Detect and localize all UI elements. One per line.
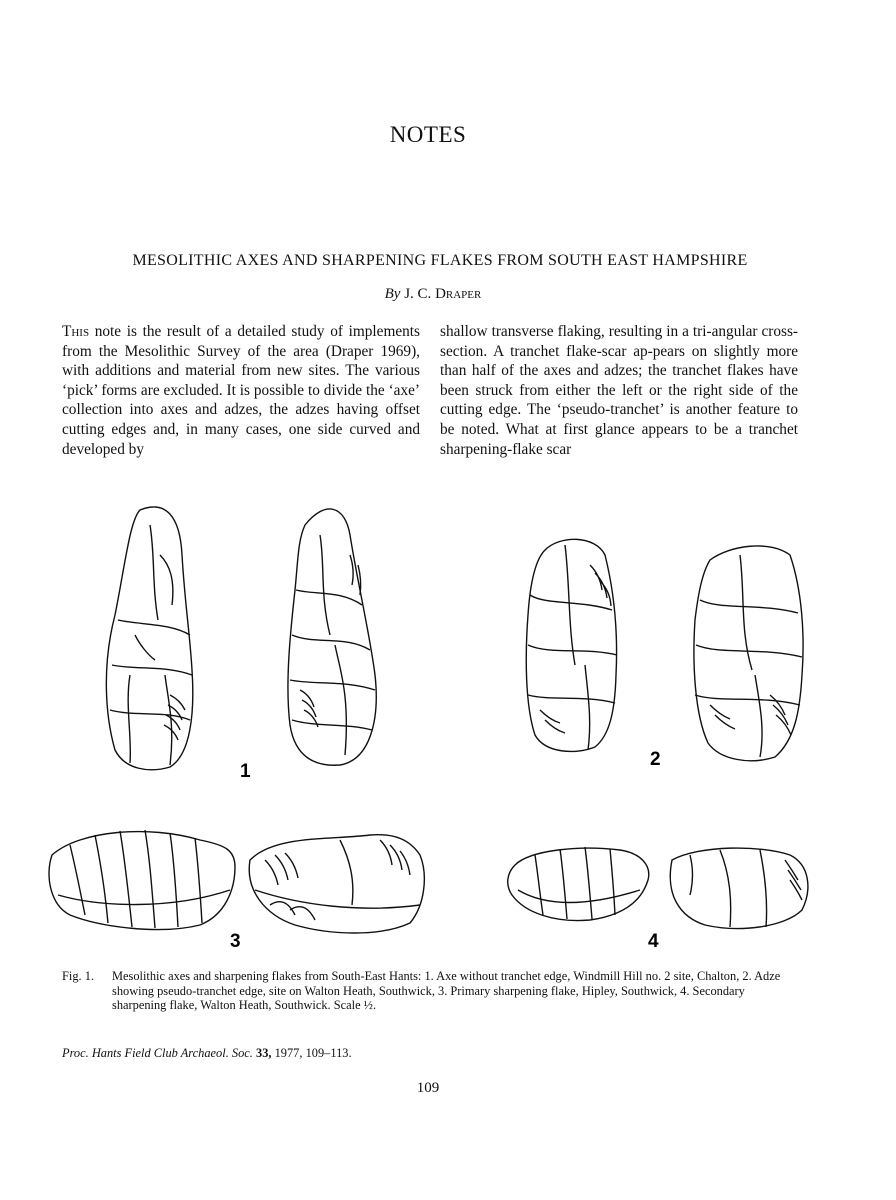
caption-label: Fig. 1. — [62, 969, 95, 983]
flake-4-back-drawing — [670, 848, 808, 928]
body-text-left: note is the result of a detailed study of implements from the Mesolithic Survey of the area (Draper 1969), with additions and material from new sites. The various ‘pick’ forms are excluded. It is possible to divide the ‘axe’ collection into axes and adzes, the adzes having offset cutting edges and, in many cases, one side curved and developed by — [62, 323, 420, 458]
byline — [0, 286, 866, 303]
body-column-right: shallow transverse flaking, resulting in a tri-angular cross-section. A tranchet flake-scar ap-pears on slightly more than half of the axes and adzes; the tranchet flakes have been struck from either the left or the right side of the cutting edge. The ‘pseudo-tranchet’ is another feature to be noted. What at first glance appears to be a tranchet sharpening-flake scar — [440, 323, 798, 458]
figure-label-3: 3 — [230, 931, 241, 952]
figure-label-4: 4 — [648, 931, 659, 952]
journal-volume: 33, — [256, 1046, 272, 1060]
body-column-left — [62, 322, 420, 459]
journal-name: Proc. Hants Field Club Archaeol. Soc. — [62, 1046, 253, 1060]
figure-label-2: 2 — [650, 749, 661, 770]
caption-text: Mesolithic axes and sharpening flakes from South-East Hants: 1. Axe without tranchet edge, Windmill Hill no. 2 site, Chalton, 2. Adze showing pseudo-tranchet edge, site on Walton Heath, Southwick, 3. Primary sharpening flake, Hipley, Southwick, 4. Secondary sharpening flake, Walton Heath, Southwick. Scale ½. — [112, 969, 781, 1012]
lead-word: This — [62, 323, 90, 340]
figure-label-1: 1 — [240, 761, 251, 782]
journal-pages: 1977, 109–113. — [271, 1046, 352, 1060]
figure-caption — [62, 969, 802, 1013]
flake-3-back-drawing — [249, 835, 424, 933]
adze-2-front-drawing — [526, 539, 617, 751]
section-heading: NOTES — [389, 122, 467, 147]
adze-2-back-drawing — [694, 546, 803, 761]
axe-1-back-drawing — [288, 509, 376, 765]
flake-3-front-drawing — [49, 830, 235, 930]
figure-illustration — [40, 495, 840, 965]
axe-1-front-drawing — [106, 507, 192, 770]
byline-initials: J. C. — [404, 286, 432, 302]
byline-by: By — [384, 286, 401, 302]
byline-surname: Draper — [435, 286, 482, 302]
flake-4-front-drawing — [508, 847, 649, 921]
article-title: MESOLITHIC AXES AND SHARPENING FLAKES FROM SOUTH EAST HAMPSHIRE — [132, 252, 748, 269]
page-number: 109 — [416, 1080, 440, 1096]
journal-citation — [62, 1046, 352, 1061]
